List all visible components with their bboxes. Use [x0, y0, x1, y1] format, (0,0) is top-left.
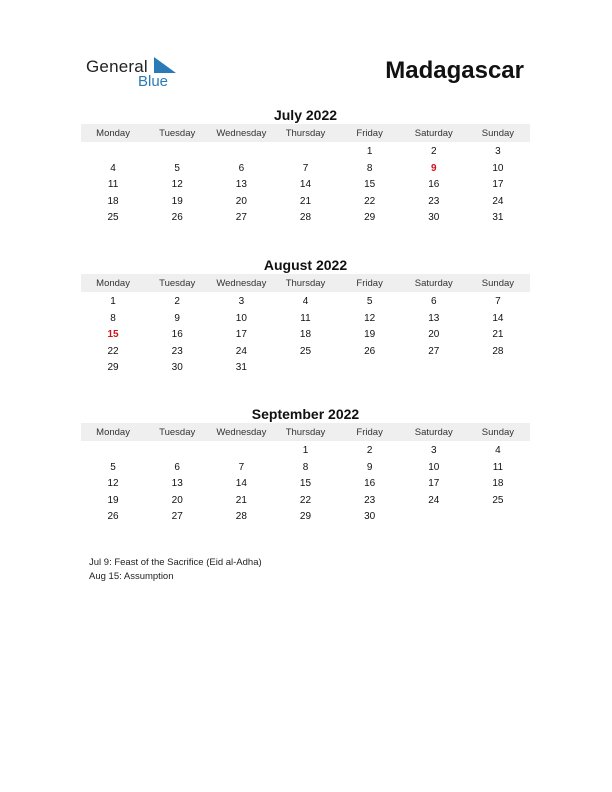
weekday-label: Wednesday: [216, 127, 267, 139]
weekday-label: Tuesday: [159, 277, 196, 289]
day-cell: 21: [299, 195, 312, 207]
day-cell: 7: [495, 296, 501, 307]
day-cell: 25: [299, 345, 312, 357]
day-cell: 18: [107, 195, 119, 207]
day-cell: 20: [428, 329, 440, 341]
empty-day-cell: [209, 443, 273, 460]
month-calendar-august: [81, 256, 530, 377]
empty-day-cell: [81, 144, 145, 161]
day-cell: 24: [492, 195, 504, 207]
day-cell: 11: [492, 461, 504, 473]
weekday-label: Thursday: [285, 127, 326, 139]
day-cell: 2: [430, 146, 437, 157]
day-grid: [81, 294, 530, 377]
holiday-day-cell: 9: [430, 162, 437, 174]
day-cell: 18: [492, 478, 504, 490]
weekday-label: Monday: [96, 426, 130, 438]
weekday-label: Tuesday: [159, 426, 196, 438]
day-cell: 12: [364, 312, 376, 324]
day-cell: 11: [300, 312, 311, 324]
holiday-note: Jul 9: Feast of the Sacrifice (Eid al-Adha): [89, 557, 262, 568]
day-cell: 23: [171, 345, 183, 357]
day-cell: 11: [107, 179, 119, 191]
weekday-label: Sunday: [481, 277, 515, 289]
day-cell: 13: [171, 478, 183, 490]
weekday-label: Monday: [96, 277, 130, 289]
month-title: July 2022: [273, 107, 338, 123]
day-cell: 25: [492, 494, 504, 506]
day-cell: 3: [430, 445, 437, 456]
day-cell: 28: [299, 212, 312, 224]
day-cell: 8: [110, 312, 116, 324]
logo-flag-icon: [154, 57, 176, 73]
holiday-note: Aug 15: Assumption: [89, 571, 174, 582]
weekday-label: Monday: [96, 127, 130, 139]
day-cell: 7: [302, 162, 309, 174]
day-cell: 24: [235, 345, 247, 357]
day-grid: [81, 144, 530, 227]
day-cell: 27: [428, 345, 440, 357]
day-cell: 7: [238, 461, 245, 473]
day-cell: 29: [299, 511, 312, 523]
day-cell: 23: [428, 195, 440, 207]
weekday-label: Sunday: [481, 426, 515, 438]
weekday-label: Friday: [356, 127, 383, 139]
logo-word-blue: Blue: [138, 73, 169, 90]
day-cell: 10: [235, 312, 247, 324]
day-cell: 28: [235, 511, 247, 523]
weekday-label: Sunday: [481, 127, 515, 139]
month-title: September 2022: [251, 406, 360, 422]
day-cell: 29: [364, 212, 376, 224]
weekday-header: [81, 124, 530, 142]
day-cell: 14: [299, 179, 312, 191]
weekday-label: Thursday: [285, 277, 326, 289]
day-cell: 14: [492, 312, 504, 324]
day-cell: 21: [492, 329, 504, 341]
day-cell: 27: [235, 212, 247, 224]
day-cell: 4: [110, 162, 116, 174]
day-cell: 19: [171, 195, 183, 207]
weekday-label: Wednesday: [216, 426, 267, 438]
country-title: Madagascar: [385, 57, 524, 84]
day-cell: 8: [302, 461, 309, 473]
day-cell: 31: [492, 212, 504, 224]
day-cell: 5: [174, 162, 180, 174]
day-cell: 13: [235, 179, 247, 191]
weekday-header: [81, 423, 530, 441]
day-cell: 27: [171, 511, 183, 523]
day-cell: 3: [495, 146, 501, 157]
day-cell: 28: [492, 345, 504, 357]
holiday-notes: [89, 556, 262, 584]
month-calendar-september: [81, 405, 530, 526]
day-cell: 25: [107, 212, 119, 224]
day-cell: 9: [174, 312, 180, 324]
day-cell: 4: [302, 296, 309, 307]
day-cell: 6: [238, 162, 245, 174]
day-cell: 10: [428, 461, 440, 473]
day-cell: 5: [110, 461, 116, 473]
day-cell: 29: [107, 362, 119, 374]
day-cell: 1: [366, 146, 373, 157]
day-cell: 19: [107, 494, 119, 506]
day-cell: 19: [364, 329, 376, 341]
day-cell: 20: [235, 195, 247, 207]
weekday-label: Friday: [356, 277, 383, 289]
weekday-label: Wednesday: [216, 277, 267, 289]
brand-logo: [86, 55, 186, 95]
day-cell: 24: [428, 494, 440, 506]
day-cell: 13: [428, 312, 440, 324]
day-cell: 17: [492, 179, 504, 191]
day-cell: 26: [364, 345, 376, 357]
month-calendar-july: [81, 106, 530, 227]
weekday-label: Thursday: [285, 426, 326, 438]
empty-day-cell: [273, 144, 337, 161]
day-cell: 5: [366, 296, 373, 307]
empty-day-cell: [145, 443, 209, 460]
weekday-label: Tuesday: [159, 127, 196, 139]
day-cell: 6: [430, 296, 437, 307]
day-cell: 16: [171, 329, 183, 341]
day-cell: 16: [364, 478, 376, 490]
day-cell: 30: [171, 362, 183, 374]
day-cell: 30: [428, 212, 440, 224]
day-cell: 6: [174, 461, 180, 473]
day-cell: 12: [171, 179, 183, 191]
weekday-label: Saturday: [414, 277, 453, 289]
empty-day-cell: [145, 144, 209, 161]
day-cell: 22: [299, 494, 312, 506]
day-cell: 9: [366, 461, 373, 473]
day-cell: 8: [366, 162, 373, 174]
weekday-label: Saturday: [414, 127, 453, 139]
weekday-label: Friday: [356, 426, 383, 438]
day-cell: 18: [299, 329, 312, 341]
day-cell: 22: [364, 195, 376, 207]
holiday-day-cell: 15: [107, 329, 119, 341]
empty-day-cell: [209, 144, 273, 161]
weekday-label: Saturday: [414, 426, 453, 438]
day-cell: 1: [110, 296, 116, 307]
day-cell: 15: [364, 179, 376, 191]
day-cell: 17: [235, 329, 247, 341]
weekday-header: [81, 274, 530, 292]
day-cell: 2: [174, 296, 180, 307]
day-cell: 17: [428, 478, 440, 490]
day-cell: 30: [364, 511, 376, 523]
day-cell: 3: [238, 296, 245, 307]
day-cell: 21: [235, 494, 247, 506]
day-cell: 20: [171, 494, 183, 506]
day-cell: 2: [366, 445, 373, 456]
month-title: August 2022: [263, 257, 348, 273]
day-cell: 10: [492, 162, 504, 174]
day-cell: 16: [428, 179, 440, 191]
day-cell: 1: [302, 445, 309, 456]
day-cell: 31: [235, 362, 247, 374]
day-cell: 4: [495, 445, 501, 456]
day-grid: [81, 443, 530, 526]
day-cell: 26: [107, 511, 119, 523]
day-cell: 22: [107, 345, 119, 357]
day-cell: 14: [235, 478, 247, 490]
empty-day-cell: [81, 443, 145, 460]
day-cell: 15: [299, 478, 312, 490]
day-cell: 12: [107, 478, 119, 490]
day-cell: 23: [364, 494, 376, 506]
day-cell: 26: [171, 212, 183, 224]
logo-word-general: General: [86, 57, 148, 76]
